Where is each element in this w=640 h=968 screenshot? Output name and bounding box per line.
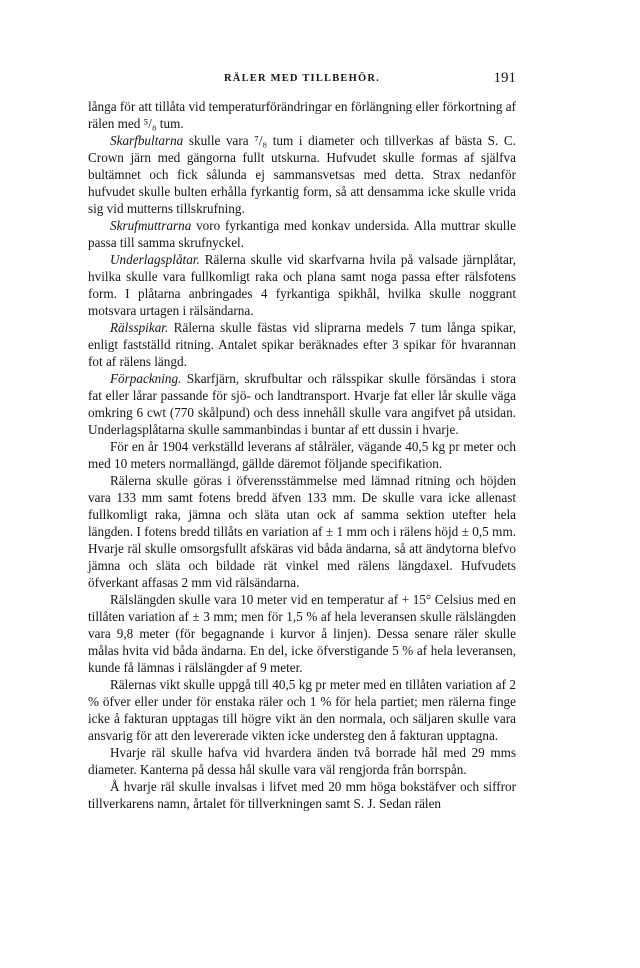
paragraph	[88, 98, 516, 132]
paragraph-text: Rälerna skulle vid skarfvarna hvila på valsade järnplåtar, hvilka skulle vara fullkomligt raka och plana samt noga passa efter rälsfotens form. I plåtarna anbringades 4 fyrkantiga spikhål, hvilka skulle noggrant motsvara urtagen i rälsändarna.	[88, 252, 516, 318]
paragraph-text: Rälslängden skulle vara 10 meter vid en temperatur af + 15° Celsius med en tillåten variation af ± 3 mm; men för 1,5 % af hela leveransen skulle rälslängden vara 9,8 meter (för begagnande i kurvor å linjen). Dessa senare räler skulle målas hvita vid båda ändarna. En del, icke öfverstigande 5 % af hela leveransen, kunde få lämnas i rälslängder af 9 meter.	[88, 592, 516, 675]
paragraph-text: Hvarje räl skulle hafva vid hvardera änden två borrade hål med 29 mms diameter. Kanterna på dessa hål skulle vara väl rengjorda från borrspån.	[88, 745, 516, 777]
paragraph-text: Skarfjärn, skrufbultar och rälsspikar skulle försändas i stora fat eller lårar passande för sjö- och landtransport. Hvarje fat eller lår skulle väga omkring 6 cwt (770 skålpund) och dess innehåll skulle vara angifvet på utsidan. Underlagsplåtarna skulle sammanbindas i buntar af ett dussin i hvarje.	[88, 371, 516, 437]
paragraph-heading: Underlagsplåtar.	[110, 252, 200, 267]
paragraph-text: För en år 1904 verkställd leverans af stålräler, vägande 40,5 kg pr meter och med 10 meters normallängd, gällde däremot följande specifikation.	[88, 439, 516, 471]
running-title: RÄLER MED TILLBEHÖR.	[224, 73, 380, 84]
paragraph	[88, 676, 516, 744]
paragraph-heading: Rälsspikar.	[110, 320, 169, 335]
paragraph-heading: Skrufmuttrarna	[110, 218, 192, 233]
paragraph	[88, 472, 516, 591]
paragraph	[88, 744, 516, 778]
paragraph-heading: Förpackning.	[110, 371, 182, 386]
paragraph-text: skulle vara ⁷/₈ tum i diameter och tillverkas af bästa S. C. Crown järn med gängorna fullt utskurna. Hufvudet skulle formas af själfva bultämnet och fick sålunda ej sammansvetsas med detta. Strax nedanför hufvudet skulle bulten erhålla fyrkantig form, så att densamma icke skulle vrida sig vid mutterns tillskrufning.	[88, 133, 516, 216]
body-text	[88, 98, 516, 812]
paragraph-text: Rälerna skulle fästas vid sliprarna medels 7 tum långa spikar, enligt fastställd ritning. Antalet spikar beräknades efter 3 spikar för hvarannan fot af rälens längd.	[88, 320, 516, 369]
paragraph-text: voro fyrkantiga med konkav undersida. Alla muttrar skulle passa till samma skrufnyckel.	[88, 218, 516, 250]
page-header	[88, 70, 516, 92]
paragraph	[88, 251, 516, 319]
paragraph	[88, 370, 516, 438]
paragraph-text: Rälerna skulle göras i öfverensstämmelse med lämnad ritning och höjden vara 133 mm samt fotens bredd äfven 133 mm. De skulle vara icke allenast fullkomligt raka, jämna och släta utan ock af samma sektion utefter hela längden. I fotens bredd tillåts en variation af ± 1 mm och i rälens höjd ± 0,5 mm. Hvarje räl skulle omsorgsfullt afskäras vid båda ändarna, så att ändytorna blefvo jämna och släta och bildade rät vinkel med rälens längdaxel. Hufvudets öfverkant affasas 2 mm vid rälsändarna.	[88, 473, 516, 590]
page-number: 191	[493, 70, 516, 86]
paragraph	[88, 438, 516, 472]
paragraph	[88, 591, 516, 676]
paragraph-text: långa för att tillåta vid temperaturförändringar en förlängning eller förkortning af rälen med ⁵/₈ tum.	[88, 99, 516, 131]
paragraph-text: Å hvarje räl skulle invalsas i lifvet med 20 mm höga bokstäfver och siffror tillverkarens namn, årtalet för tillverkningen samt S. J. Sedan rälen	[88, 779, 516, 811]
paragraph-heading: Skarfbultarna	[110, 133, 184, 148]
paragraph	[88, 217, 516, 251]
paragraph-text: Rälernas vikt skulle uppgå till 40,5 kg pr meter med en tillåten variation af 2 % öfver eller under för enstaka räler och 1 % för hela partiet; men rälerna finge icke å fakturan upptagas till högre vikt än den normala, och säljaren skulle vara ansvarig för att den levererade vikten icke understeg den å fakturan upptagna.	[88, 677, 516, 743]
paragraph	[88, 319, 516, 370]
paragraph	[88, 778, 516, 812]
paragraph	[88, 132, 516, 217]
